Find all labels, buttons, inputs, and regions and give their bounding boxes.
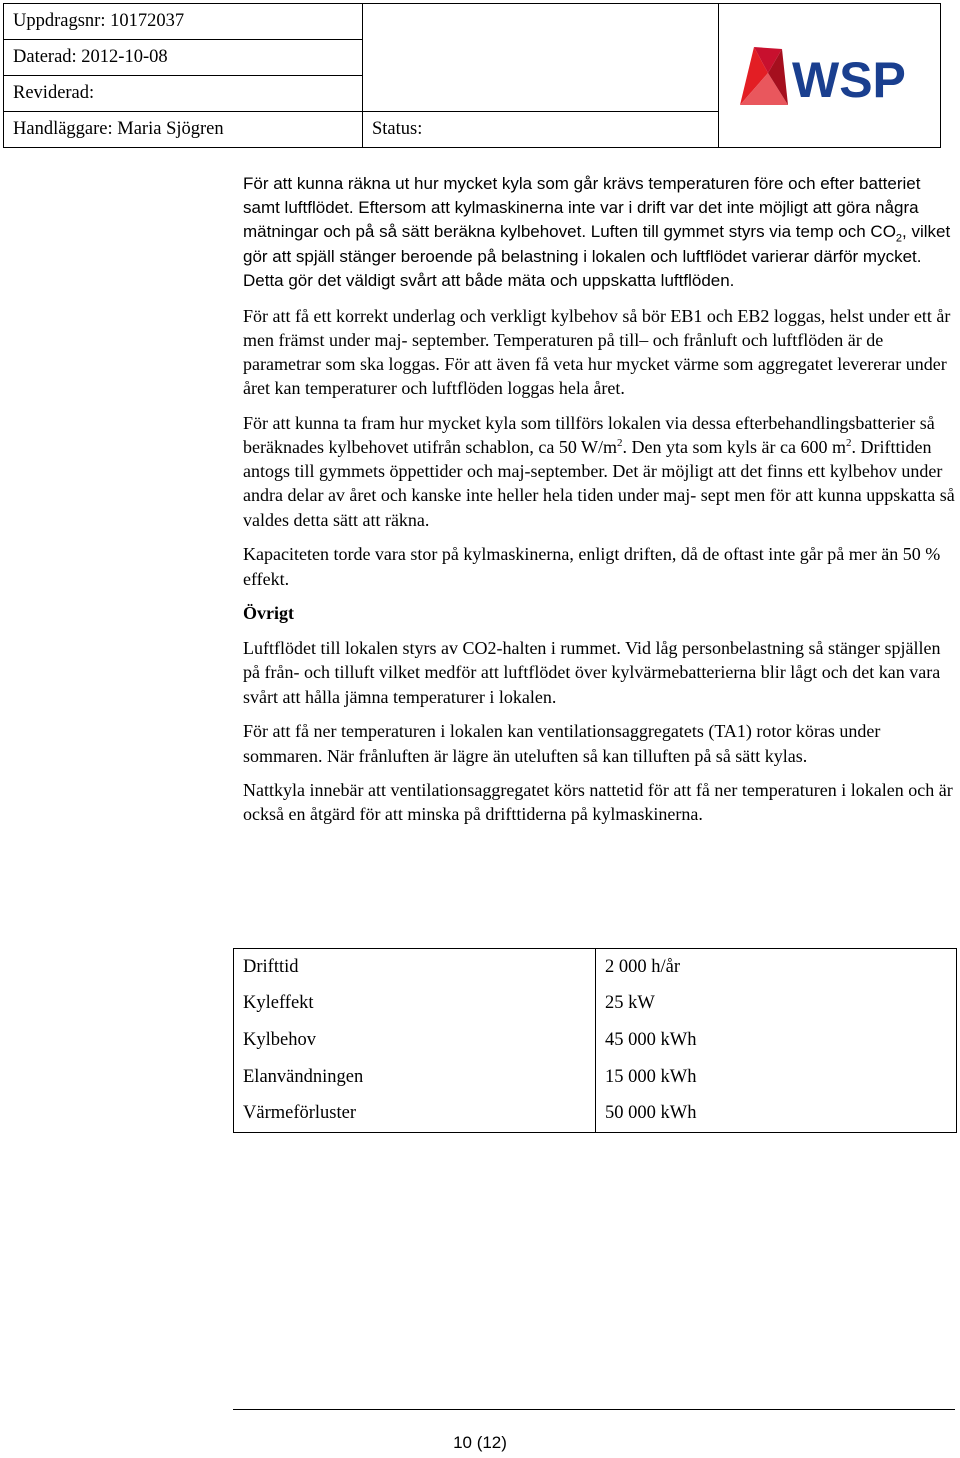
header-empty-cell: [363, 76, 719, 112]
p1-text-c: Detta gör det väldigt svårt att både mäta och uppskatta luftflöden.: [243, 270, 735, 290]
p3-text-c: . Drifttiden antogs till gymmets öppettider och maj-september. Det är möjligt att det finns ett kylbehov under andra delar av året och kanske inte heller hela tiden under maj- sept men för att kunna uppskatta så valdes detta sätt att räkna.: [243, 437, 955, 530]
paragraph-2: För att få ett korrekt underlag och verkligt kylbehov så bör EB1 och EB2 loggas, helst under ett år men främst under maj- september. Temperaturen på till– och frånluft och luftflöden är de parametrar som ska loggas. För att även få veta hur mycket värme som aggregatet levererar under året kan temperaturer och luftflöden loggas hela året.: [243, 305, 951, 399]
handlaggare: Handläggare: Maria Sjögren: [4, 112, 363, 148]
header-empty-cell: [363, 40, 719, 76]
document-header-table: [3, 3, 941, 148]
page-number: 10 (12): [453, 1433, 507, 1452]
logo-text: WSP: [791, 51, 906, 108]
table-label: Värmeförluster: [234, 1095, 596, 1132]
p3-sup-1: 2: [617, 437, 623, 450]
paragraph-6: För att få ner temperaturen i lokalen kan ventilationsaggregatets (TA1) rotor köras under sommaren. När frånluften är lägre än uteluften så kan tilluften på så sätt kylas.: [243, 721, 881, 766]
table-value: 50 000 kWh: [596, 1095, 957, 1132]
table-row: [234, 1059, 957, 1096]
uppdragsnr: Uppdragsnr: 10172037: [4, 4, 363, 40]
table-value: 15 000 kWh: [596, 1059, 957, 1096]
table-label: Kylbehov: [234, 1022, 596, 1059]
table-label: Drifttid: [234, 949, 596, 986]
p3-text-b: . Den yta som kyls är ca 600 m: [622, 437, 846, 458]
table-value: 25 kW: [596, 986, 957, 1023]
summary-table: [233, 948, 957, 1133]
body-text: [243, 172, 955, 837]
p1-text-b: , vilket gör att spjäll stänger beroende på belastning i lokalen och luftflödet varierar därför mycket.: [243, 222, 951, 266]
footer-divider: [233, 1409, 955, 1410]
wsp-logo: [734, 43, 926, 109]
header-empty-cell: [363, 4, 719, 40]
table-label: Elanvändningen: [234, 1059, 596, 1096]
table-row: [234, 1095, 957, 1132]
status: Status:: [363, 112, 719, 148]
paragraph-3: [243, 411, 955, 532]
p1-text-a: För att kunna räkna ut hur mycket kyla som går krävs temperaturen före och efter batteriet samt luftflödet. Eftersom att kylmaskinerna inte var i drift var det inte möjligt att göra några mätningar och på så sätt beräkna kylbehovet. Luften till gymmet styrs via temp och CO: [243, 174, 921, 242]
co2-subscript: 2: [895, 232, 903, 245]
paragraph-4: Kapaciteten torde vara stor på kylmaskinerna, enligt driften, då de oftast inte går på mer än 50 % effekt.: [243, 544, 941, 589]
logo-cell: [719, 4, 941, 148]
reviderad: Reviderad:: [4, 76, 363, 112]
table-row: [234, 986, 957, 1023]
table-row: [234, 949, 957, 986]
paragraph-7: Nattkyla innebär att ventilationsaggregatet körs nattetid för att få ner temperaturen i lokalen och är också en åtgärd för att minska på drifttiderna på kylmaskinerna.: [243, 780, 953, 825]
p3-text-a: För att kunna ta fram hur mycket kyla som tillförs lokalen via dessa efterbehandlingsbatterier så beräknades kylbehovet utifrån schablon, ca 50 W/m: [243, 412, 935, 458]
paragraph-1: [243, 172, 955, 293]
paragraph-5: Luftflödet till lokalen styrs av CO2-halten i rummet. Vid låg personbelastning så stänger spjällen på från- och tilluft vilket medför att luftflödet över kylvärmebatterierna blir lågt och det kan vara svårt att hålla jämna temperaturer i lokalen.: [243, 638, 941, 707]
section-heading: Övrigt: [243, 603, 294, 624]
table-value: 45 000 kWh: [596, 1022, 957, 1059]
p3-sup-2: 2: [846, 437, 852, 450]
table-value: 2 000 h/år: [596, 949, 957, 986]
table-label: Kyleffekt: [234, 986, 596, 1023]
daterad: Daterad: 2012-10-08: [4, 40, 363, 76]
table-row: [234, 1022, 957, 1059]
